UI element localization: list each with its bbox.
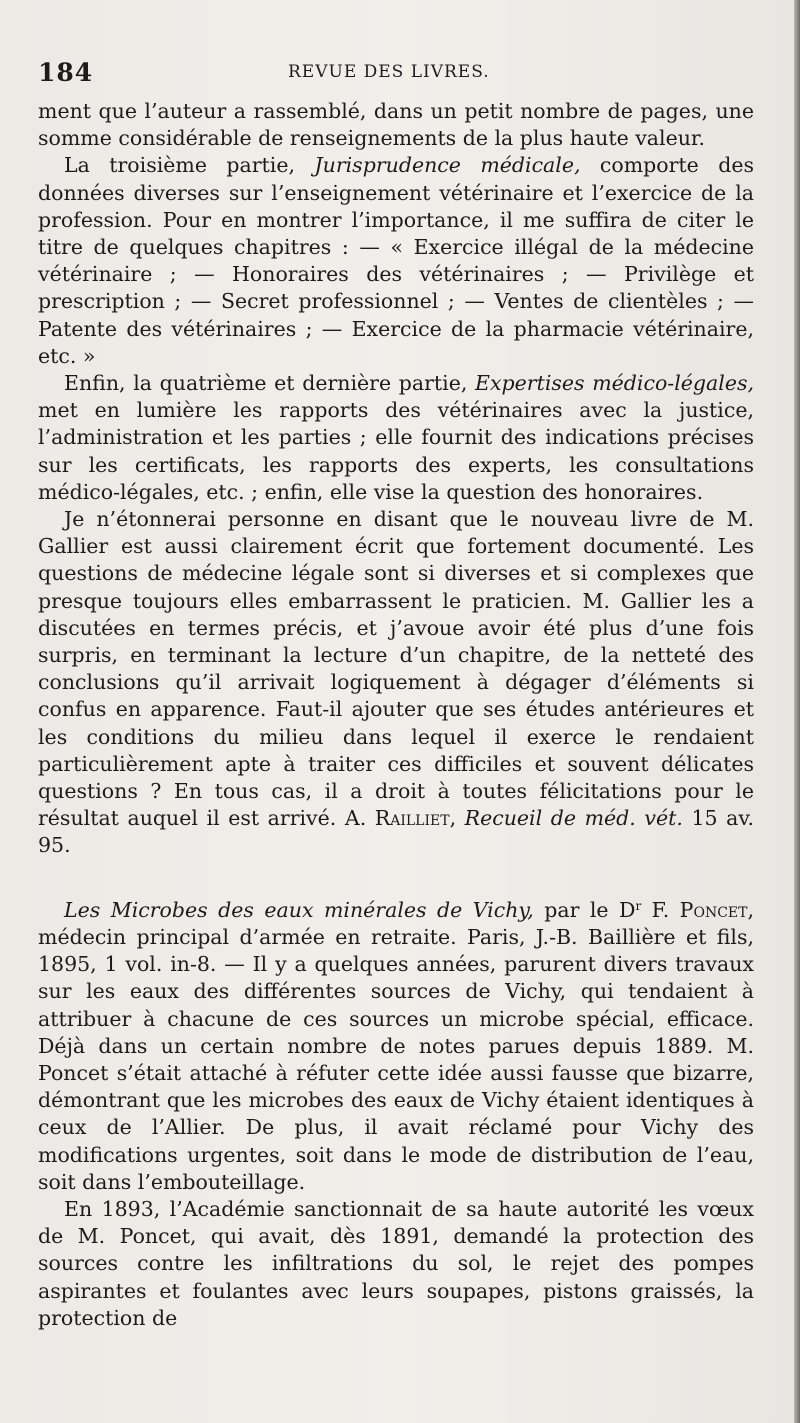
paragraph-academie: En 1893, l’Académie sanctionnait de sa haute autorité les vœux de M. Poncet, qui avait, dès 1891, demandé la protection des sources contre les infiltrations du sol, le rejet des pompes aspirantes et foulantes avec leurs soupapes, pistons graissés, la protection de [38,1196,754,1330]
page-header [38,58,750,88]
signature-initial: A. [344,806,375,831]
paragraph-fourth-part [38,370,754,506]
signature-source: Recueil de méd. vét. [464,806,683,831]
paragraph-conclusion: Je n’étonnerai personne en disant que le nouveau livre de M. Gallier est aussi clairement écrit que fortement documenté. Les questions de médecine légale sont si diverses et si complexes que presque toujours elles embarrassent le praticien. M. Gallier les a discutées en termes précis, et j’avoue avoir été plus d’une fois surpris, en terminant la lecture d’un chapitre, de la netteté des conclusions qu’il arrivait logiquement à dégager d’éléments si confus en apparence. Faut-il ajouter que ses études antérieures et les conditions du milieu dans lequel il exerce le rendaient particulièrement apte à traiter ces difficiles et souvent délicates questions ? En tous cas, il a droit à toutes félicitations pour le résultat auquel il est arrivé. A. Railliet, Recueil de méd. vét. 15 av. 95. [38,507,754,858]
paragraph-text: Enfin, la quatrième et dernière partie, [64,371,476,396]
paragraph-continuation: ment que l’auteur a rassemblé, dans un petit nombre de pages, une somme considérable de renseignements de la plus haute valeur. [38,99,754,151]
book-title: Les Microbes des eaux minérales de Vichy, [64,897,534,922]
running-head: REVUE DES LIVRES. [288,62,490,82]
signature-name: Railliet [374,806,450,831]
page-edge-shadow [794,0,800,1423]
section-title-jurisprudence: Jurisprudence médicale, [314,153,581,178]
body-text [38,98,754,1332]
paragraph-text: Je n’étonnerai personne en disant que le nouveau livre de M. Gallier est aussi clairement écrit que fortement documenté. Les questions de médecine légale sont si diverses et si complexes que presque toujours elles embarrassent le praticien. M. Gallier les a discutées en termes précis, et j’avoue avoir été plus d’une fois surpris, en terminant la lecture d’un chapitre, de la netteté des conclusions qu’il arrivait logiquement à dégager d’éléments si confus en apparence. Faut-il ajouter que ses études antérieures et les conditions du milieu dans lequel il exerce le rendaient particulièrement apte à traiter ces difficiles et souvent délicates questions ? En tous cas, il a droit à toutes félicitations pour le résultat auquel il est arrivé. [38,507,754,831]
paragraph-text: La troisième partie, [64,153,315,178]
paragraph-third-part [38,152,754,370]
paragraph-text: comporte des données diverses sur l’enseignement vétérinaire et l’exercice de la profession. Pour en montrer l’importance, il me suffira de citer le titre de quelques chapitres : — « Exercice illégal de la médecine vétérinaire ; — Honoraires des vétérinaires ; — Privilège et prescription ; — Secret professionnel ; — Ventes de clientèles ; — Patente des vétérinaires ; — Exercice de la pharmacie vétérinaire, etc. » [38,153,754,368]
author-prefix: par le D [533,897,636,922]
author-title-superscript: r [635,898,642,913]
signature-date: 15 av. 95. [38,806,754,858]
author-name: F. Poncet, [641,897,754,922]
section-title-expertises: Expertises médico-légales, [475,371,754,396]
page-number: 184 [38,58,94,87]
paragraph-text: met en lumière les rapports des vétérinaires avec la justice, l’administration et les parties ; elle fournit des indications précises sur les certificats, les rapports des experts, les consultations médico-légales, etc. ; enfin, elle vise la question des honoraires. [38,398,754,504]
paragraph-text: médecin principal d’armée en retraite. Paris, J.-B. Baillière et fils, 1895, 1 vol. in-8. — Il y a quelques années, parurent divers travaux sur les eaux des différentes sources de Vichy, qui tendaient à attribuer à chacune de ces sources un microbe spécial, efficace. Déjà dans un certain nombre de notes parues depuis 1889. M. Poncet s’était attaché à réfuter cette idée aussi fausse que bizarre, démontrant que les microbes des eaux de Vichy étaient identiques à ceux de l’Allier. De plus, il avait réclamé pour Vichy des modifications urgentes, soit dans le mode de distribution de l’eau, soit dans l’embouteillage. [38,924,754,1194]
review-microbes-vichy [38,893,754,1196]
